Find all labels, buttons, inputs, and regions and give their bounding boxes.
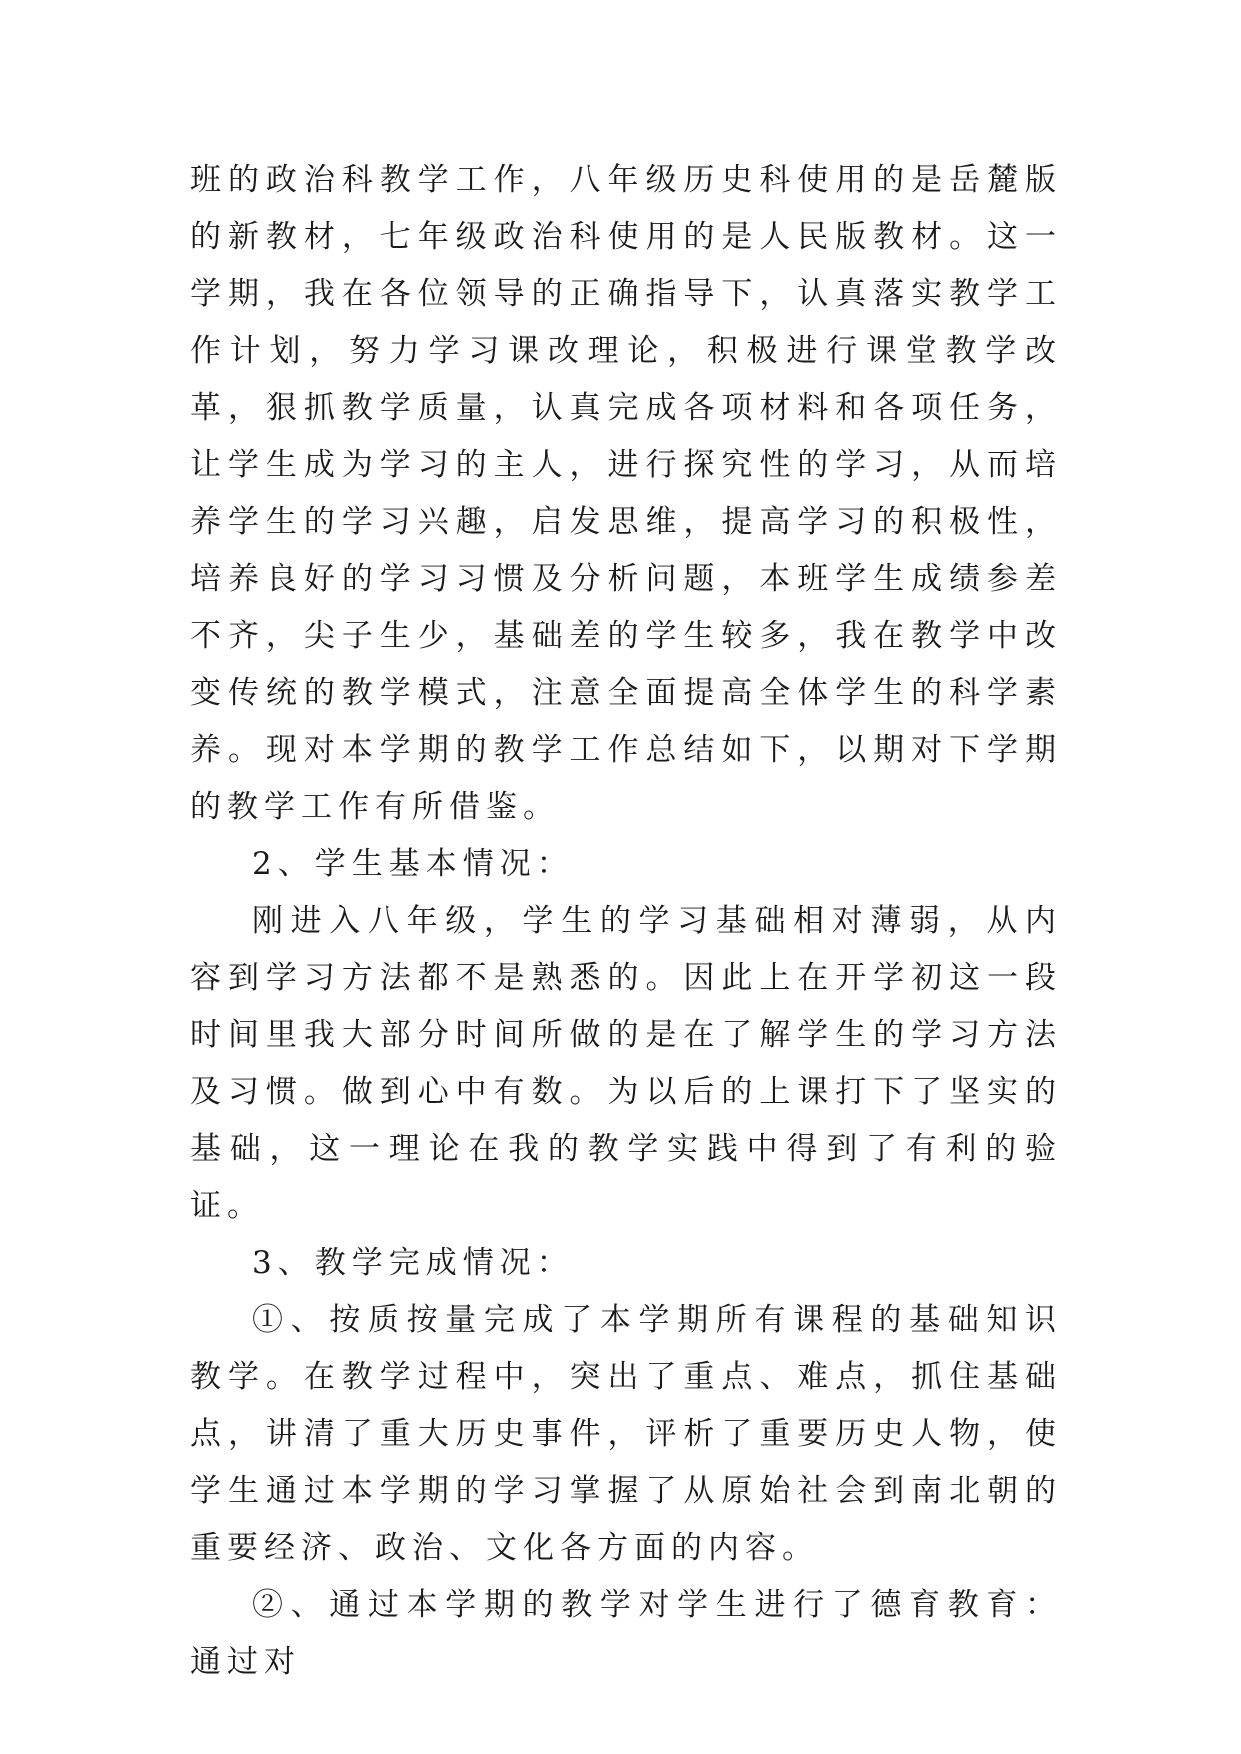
section-heading-teaching-completion: 3、教学完成情况： bbox=[252, 1245, 574, 1281]
paragraph-item-2: ②、通过本学期的教学对学生进行了德育教育：通过对 bbox=[190, 1587, 1062, 1680]
paragraph-student-situation: 刚进入八年级，学生的学习基础相对薄弱，从内容到学习方法都不是熟悉的。因此上在开学初这一段时间里我大部分时间所做的是在了解学生的学习方法及习惯。做到心中有数。为以后的上课打下了坚实的基础，这一理论在我的教学实践中得到了有利的验证。 bbox=[190, 903, 1062, 1224]
section-heading-student-situation: 2、学生基本情况： bbox=[252, 846, 574, 882]
document-body bbox=[190, 152, 1062, 1691]
paragraph-item-1: ①、按质按量完成了本学期所有课程的基础知识教学。在教学过程中，突出了重点、难点，抓住基础点，讲清了重大历史事件，评析了重要历史人物，使学生通过本学期的学习掌握了从原始社会到南北朝的重要经济、政治、文化各方面的内容。 bbox=[190, 1302, 1062, 1566]
paragraph-intro-continued: 班的政治科教学工作，八年级历史科使用的是岳麓版的新教材，七年级政治科使用的是人民版教材。这一学期，我在各位领导的正确指导下，认真落实教学工作计划，努力学习课改理论，积极进行课堂教学改革，狠抓教学质量，认真完成各项材料和各项任务，让学生成为学习的主人，进行探究性的学习，从而培养学生的学习兴趣，启发思维，提高学习的积极性，培养良好的学习习惯及分析问题，本班学生成绩参差不齐，尖子生少，基础差的学生较多，我在教学中改变传统的教学模式，注意全面提高全体学生的科学素养。现对本学期的教学工作总结如下，以期对下学期的教学工作有所借鉴。 bbox=[190, 162, 1062, 825]
